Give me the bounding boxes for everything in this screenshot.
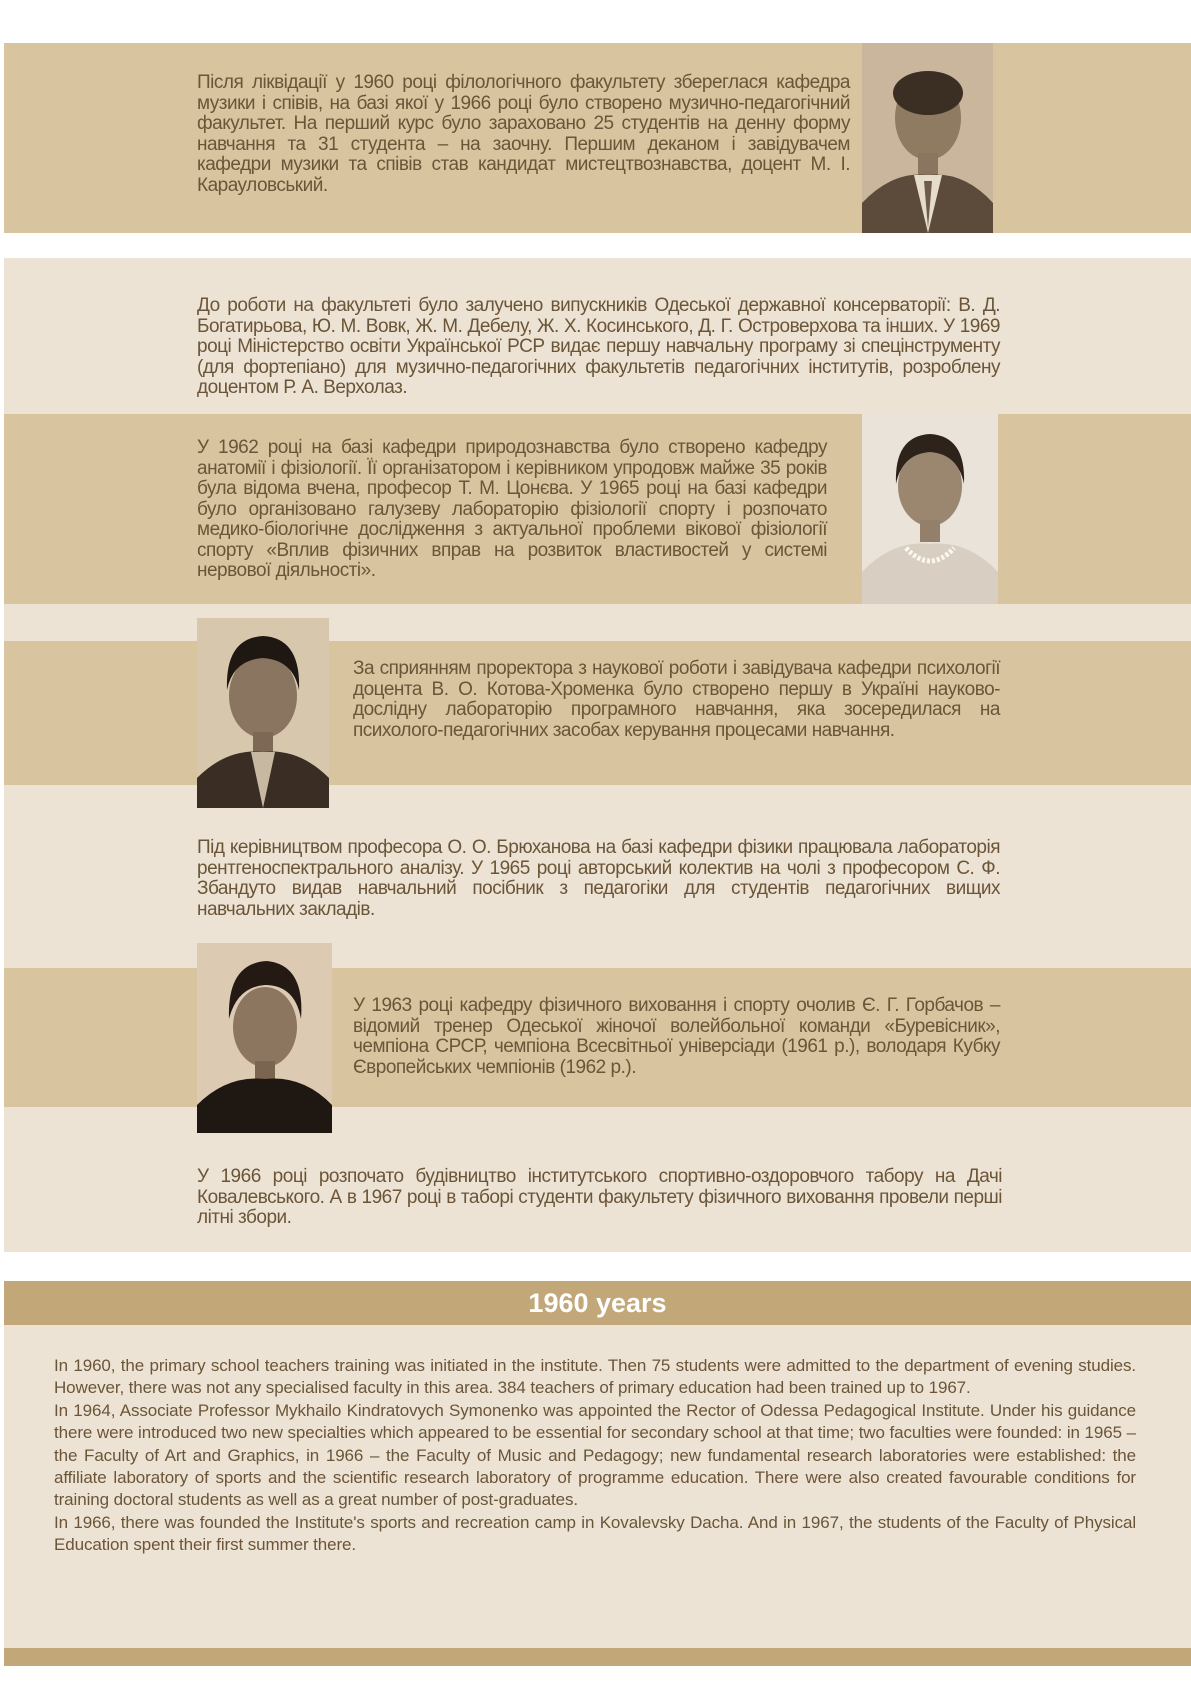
text-block-anatomy-department: У 1962 році на базі кафедри природознавства було створено кафедру анатомії і фізіології. Її організатором і керівником упродовж майже 35 років була відома вчена, професор Т. М. Цонєва. У 1965 році на базі кафедри було організовано галузеву лабораторію фізіології спорту і розпочато медико-біологічне дослідження з актуальної проблеми вікової фізіології спорту «Вплив фізичних вправ на розвиток властивостей у системі нервової діяльності». bbox=[197, 437, 827, 581]
text-block-sports-camp: У 1966 році розпочато будівництво інститутського спортивно-оздоровчого табору на Дачі Ковалевського. А в 1967 році в таборі студенти факультету фізичного виховання провели перші літні збори. bbox=[197, 1166, 1002, 1228]
portrait-karaulovsky-photo bbox=[862, 43, 993, 233]
text-block-programmed-learning-lab: За сприянням проректора з наукової роботи і завідувача кафедри психології доцента В. О. Котова-Хроменка було створено першу в Україні науково-дослідну лабораторію програмного навчання, яка зосередилася на психолого-педагогічних засобах керування процесами навчання. bbox=[353, 658, 1000, 741]
text-block-conservatory-graduates: До роботи на факультеті було залучено випускників Одеської державної консерваторії: В. Д. Богатирьова, Ю. М. Вовк, Ж. М. Дебелу, Ж. Х. Косинського, Д. Г. Островерхова та інших. У 1969 році Міністерство освіти Української РСР видає першу навчальну програму зі спецінструменту (для фортепіано) для музично-педагогічних факультетів педагогічних інститутів, розроблену доцентом Р. А. Верхолаз. bbox=[197, 295, 1000, 398]
section-paragraph-1: In 1960, the primary school teachers training was initiated in the institute. Then 75 students were admitted to the department of evening studies. However, there was not any specialised faculty in this area. 384 teachers of primary education had been trained up to 1967. bbox=[54, 1356, 1136, 1398]
text-block-music-faculty: Після ліквідації у 1960 році філологічного факультету збереглася кафедра музики і співів, на базі якої у 1966 році було створено музично-педагогічний факультет. На перший курс було зараховано 25 студентів на денну форму навчання та 31 студента – на заочну. Першим деканом і завідувачем кафедри музики та співів став кандидат мистецтвознавства, доцент М. І. Карауловський. bbox=[197, 72, 850, 196]
band-4 bbox=[4, 604, 1191, 641]
section-paragraph-3: In 1966, there was founded the Institute's sports and recreation camp in Kovalevsky Dacha. And in 1967, the students of the Faculty of Physical Education spent their first summer there. bbox=[54, 1512, 1136, 1555]
text-block-physical-education: У 1963 році кафедру фізичного виховання і спорту очолив Є. Г. Горбачов – відомий тренер Одеської жіночої волейбольної команди «Буревісник», чемпіона СРСР, чемпіона Всесвітньої універсіади (1961 р.), володаря Кубку Європейських чемпіонів (1962 р.). bbox=[353, 995, 1000, 1078]
bottom-bar bbox=[4, 1648, 1191, 1666]
portrait-tsoneva-photo bbox=[862, 414, 998, 604]
portrait-kotov-khromenko-photo bbox=[197, 618, 329, 808]
section-title: 1960 years bbox=[528, 1288, 667, 1318]
section-body bbox=[54, 1355, 1136, 1557]
portrait-gorbachov-photo bbox=[197, 943, 332, 1133]
text-block-xray-lab: Під керівництвом професора О. О. Брюханова на базі кафедри фізики працювала лабораторія рентгеноспектрального аналізу. У 1965 році авторський колектив на чолі з професором С. Ф. Збандуто видав навчальний посібник з педагогіки для студентів педагогічних вищих навчальних закладів. bbox=[197, 837, 1000, 920]
section-paragraph-2: In 1964, Associate Professor Mykhailo Kindratovych Symonenko was appointed the Rector of Odessa Pedagogical Institute. Under his guidance there were introduced two new specialties which appeared to be essential for secondary school at that time; two faculties were founded: in 1965 – the Faculty of Art and Graphics, in 1966 – the Faculty of Music and Pedagogy; new fundamental research laboratories were established: the affiliate laboratory of sports and the scientific research laboratory of programme education. There were also created favourable conditions for training doctoral students as well as a great number of post-graduates. bbox=[54, 1400, 1136, 1510]
section-title-bar bbox=[4, 1281, 1191, 1325]
